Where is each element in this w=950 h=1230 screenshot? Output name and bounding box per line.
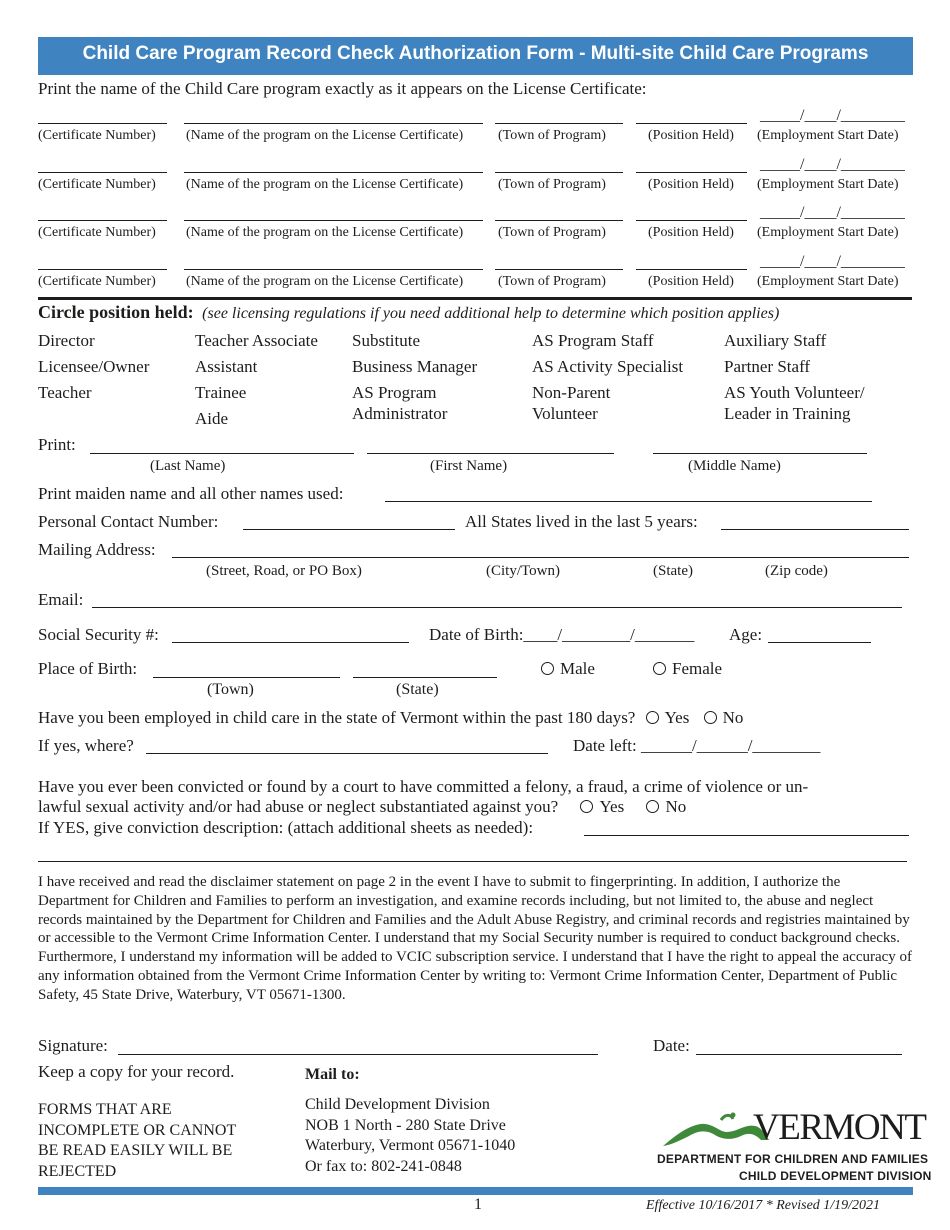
- age-field[interactable]: [768, 642, 871, 643]
- conviction-no-option[interactable]: [646, 797, 686, 816]
- position-field[interactable]: [636, 123, 747, 124]
- disclaimer-text: I have received and read the disclaimer statement on page 2 in the event I have to submit to fingerprinting. In addition, I authorize the Department for Children and Families to perform an investigation, and examine records including, but not limited to, the abuse and neglect records maintained by the Department for Children and Families and the Adult Abuse Registry, and criminal records and registries maintained by or accessible to the Vermont Crime Information Center. I understand that my Social Security number is required to conduct background checks. Furthermore, I understand my information will be added to VCIC subscription service. I understand that I have the right to appeal the accuracy of any information obtained from the Vermont Crime Information Center by writing to: Vermont Crime Information Center, Department of Public Safety, 45 State Drive, Waterbury, VT 05671-1300.: [38, 874, 913, 1003]
- no-label: No: [722, 708, 744, 727]
- positions-heading-row: [38, 302, 779, 323]
- pob-town-caption: (Town): [207, 681, 254, 698]
- footer-bar: [38, 1187, 913, 1195]
- position-option[interactable]: Licensee/Owner: [38, 357, 150, 376]
- conviction-description-field-2[interactable]: [38, 861, 907, 862]
- position-option-line: Leader in Training: [724, 404, 851, 423]
- positions-col-3: [352, 328, 477, 424]
- start-caption: (Employment Start Date): [757, 273, 899, 289]
- positions-col-5: [724, 328, 865, 424]
- position-option[interactable]: Aide: [195, 409, 229, 428]
- states-field[interactable]: [721, 529, 909, 530]
- dob-field[interactable]: Date of Birth:____/________/_______: [429, 625, 695, 644]
- name-caption: (Name of the program on the License Certificate): [186, 273, 464, 289]
- employment-start-date-field[interactable]: _____/____/________: [760, 252, 905, 270]
- male-option[interactable]: [541, 659, 595, 679]
- radio-icon[interactable]: [646, 800, 659, 813]
- signature-label: Signature:: [38, 1036, 108, 1055]
- conviction-line-3: If YES, give conviction description: (attach additional sheets as needed):: [38, 818, 534, 837]
- position-option-line: Non-Parent: [532, 383, 611, 402]
- position-option[interactable]: Trainee: [195, 383, 247, 402]
- start-caption: (Employment Start Date): [757, 225, 899, 240]
- warning-line: FORMS THAT ARE: [38, 1101, 172, 1118]
- name-field[interactable]: [184, 269, 483, 270]
- state-caption: (State): [653, 563, 693, 579]
- town-field[interactable]: [495, 220, 623, 221]
- start-caption: (Employment Start Date): [757, 128, 899, 143]
- yes-label: Yes: [664, 708, 690, 727]
- warning-line: REJECTED: [38, 1162, 117, 1180]
- vermont-wordmark: VERMONT: [753, 1107, 926, 1148]
- first-name-field[interactable]: [367, 453, 614, 454]
- employment-yes-option[interactable]: [646, 708, 690, 727]
- conviction-description-field[interactable]: [584, 835, 909, 836]
- town-caption: (Town of Program): [498, 176, 606, 192]
- mailing-label: Mailing Address:: [38, 540, 156, 559]
- address-line: NOB 1 North - 280 State Drive: [305, 1116, 506, 1134]
- position-option-line: AS Program: [352, 383, 437, 402]
- address-line: Or fax to: 802-241-0848: [305, 1157, 462, 1175]
- form-title: Child Care Program Record Check Authorization Form - Multi-site Child Care Programs: [38, 37, 913, 75]
- effective-date: Effective 10/16/2017 * Revised 1/19/2021: [646, 1198, 881, 1213]
- signature-field[interactable]: [118, 1054, 598, 1055]
- date-label: Date:: [653, 1036, 690, 1055]
- maiden-name-field[interactable]: [385, 501, 872, 502]
- pob-town-field[interactable]: [153, 677, 340, 678]
- male-label: Male: [560, 659, 595, 678]
- cert-caption: (Certificate Number): [38, 273, 156, 289]
- position-option-line: AS Youth Volunteer/: [724, 383, 865, 402]
- position-option[interactable]: [724, 382, 865, 424]
- female-label: Female: [672, 659, 723, 678]
- town-caption: (Town of Program): [498, 273, 606, 289]
- no-label: No: [665, 797, 687, 816]
- zip-caption: (Zip code): [765, 563, 828, 579]
- cert-field[interactable]: [38, 123, 167, 124]
- position-option[interactable]: [532, 382, 683, 424]
- position-option[interactable]: Substitute: [352, 331, 421, 350]
- name-caption: (Name of the program on the License Certificate): [186, 128, 464, 143]
- warning-line: BE READ EASILY WILL BE: [38, 1142, 233, 1159]
- date-field[interactable]: [696, 1054, 902, 1055]
- email-field[interactable]: [92, 607, 902, 608]
- conviction-yes-option[interactable]: [580, 797, 624, 816]
- conviction-line-1: Have you ever been convicted or found by a court to have committed a felony, a fraud, a crime of violence or un-: [38, 777, 809, 796]
- radio-icon[interactable]: [580, 800, 593, 813]
- start-caption: (Employment Start Date): [757, 176, 899, 192]
- cert-caption: (Certificate Number): [38, 225, 156, 240]
- incomplete-warning: [38, 1100, 236, 1182]
- section-divider: [38, 297, 912, 300]
- name-caption: (Name of the program on the License Certificate): [186, 225, 464, 240]
- position-field[interactable]: [636, 172, 747, 173]
- states-label: All States lived in the last 5 years:: [465, 512, 698, 531]
- position-caption: (Position Held): [648, 128, 734, 143]
- intro-text: Print the name of the Child Care program exactly as it appears on the License Certificate:: [38, 79, 647, 98]
- positions-col-4: [532, 328, 683, 424]
- mail-to-heading: Mail to:: [305, 1066, 360, 1083]
- position-option[interactable]: Business Manager: [352, 357, 478, 376]
- town-field[interactable]: [495, 123, 623, 124]
- positions-heading: Circle position held:: [38, 302, 194, 322]
- print-label: Print:: [38, 435, 76, 454]
- position-option[interactable]: Teacher Associate: [195, 331, 318, 350]
- vermont-dcf-logo: [655, 1107, 932, 1186]
- positions-note: (see licensing regulations if you need additional help to determine which position applies): [202, 305, 780, 322]
- yes-label: Yes: [599, 797, 625, 816]
- position-option[interactable]: Assistant: [195, 357, 258, 376]
- address-line: Child Development Division: [305, 1096, 490, 1113]
- female-option[interactable]: [653, 659, 722, 679]
- date-left-field[interactable]: Date left: ______/______/________: [573, 736, 821, 755]
- middle-name-caption: (Middle Name): [688, 458, 781, 474]
- employment-start-date-field[interactable]: _____/____/________: [760, 155, 905, 173]
- keep-copy-text: Keep a copy for your record.: [38, 1062, 235, 1081]
- ssn-label: Social Security #:: [38, 625, 159, 644]
- position-field[interactable]: [636, 269, 747, 270]
- employment-start-date-field[interactable]: _____/____/________: [760, 204, 905, 221]
- name-field[interactable]: [184, 123, 483, 124]
- name-field[interactable]: [184, 220, 483, 221]
- phone-label: Personal Contact Number:: [38, 512, 219, 531]
- position-option[interactable]: Teacher: [38, 383, 92, 402]
- position-field[interactable]: [636, 220, 747, 221]
- cert-caption: (Certificate Number): [38, 128, 156, 143]
- last-name-caption: (Last Name): [150, 458, 226, 474]
- employment-no-option[interactable]: [704, 708, 744, 727]
- position-option[interactable]: AS Program Staff: [532, 331, 654, 350]
- position-caption: (Position Held): [648, 273, 734, 289]
- logo-department: DEPARTMENT FOR CHILDREN AND FAMILIES: [657, 1152, 929, 1166]
- positions-col-2: [195, 328, 318, 432]
- last-name-field[interactable]: [90, 453, 354, 454]
- position-caption: (Position Held): [648, 176, 734, 192]
- pob-state-caption: (State): [396, 681, 439, 698]
- conviction-line-2: lawful sexual activity and/or had abuse or neglect substantiated against you?: [38, 797, 559, 816]
- conviction-row: [38, 797, 686, 817]
- email-label: Email:: [38, 590, 84, 609]
- first-name-caption: (First Name): [430, 458, 508, 474]
- town-field[interactable]: [495, 172, 623, 173]
- position-option[interactable]: AS Activity Specialist: [532, 357, 684, 376]
- maiden-name-label: Print maiden name and all other names used:: [38, 484, 344, 503]
- employment-row: [38, 708, 743, 728]
- cert-field[interactable]: [38, 172, 167, 173]
- name-field[interactable]: [184, 172, 483, 173]
- pob-label: Place of Birth:: [38, 659, 138, 678]
- cert-field[interactable]: [38, 220, 167, 221]
- warning-line: INCOMPLETE OR CANNOT: [38, 1121, 237, 1139]
- position-option[interactable]: Director: [38, 331, 95, 350]
- page-number: 1: [474, 1196, 482, 1213]
- town-field[interactable]: [495, 269, 623, 270]
- radio-icon[interactable]: [646, 711, 659, 724]
- position-option-line: Administrator: [352, 404, 448, 423]
- positions-col-1: [38, 328, 149, 406]
- where-label: If yes, where?: [38, 736, 134, 755]
- position-caption: (Position Held): [648, 225, 734, 240]
- radio-icon[interactable]: [653, 662, 666, 675]
- employment-start-date-field[interactable]: _____/____/________: [760, 107, 905, 124]
- city-caption: (City/Town): [486, 563, 560, 579]
- mailing-field[interactable]: [172, 557, 909, 558]
- address-line: Waterbury, Vermont 05671-1040: [305, 1137, 516, 1154]
- position-option-line: Volunteer: [532, 404, 598, 423]
- middle-name-field[interactable]: [653, 453, 867, 454]
- employment-question: Have you been employed in child care in the state of Vermont within the past 180 days?: [38, 708, 636, 727]
- street-caption: (Street, Road, or PO Box): [206, 563, 362, 579]
- town-caption: (Town of Program): [498, 128, 606, 143]
- radio-icon[interactable]: [541, 662, 554, 675]
- phone-field[interactable]: [243, 529, 455, 530]
- mailing-address-block: [305, 1095, 515, 1177]
- logo-division: CHILD DEVELOPMENT DIVISION: [739, 1169, 932, 1183]
- position-option[interactable]: Auxiliary Staff: [724, 331, 827, 350]
- position-option[interactable]: Partner Staff: [724, 357, 811, 376]
- position-option[interactable]: [352, 382, 477, 424]
- name-caption: (Name of the program on the License Certificate): [186, 176, 464, 192]
- radio-icon[interactable]: [704, 711, 717, 724]
- cert-field[interactable]: [38, 269, 167, 270]
- ssn-field[interactable]: [172, 642, 409, 643]
- age-label: Age:: [729, 625, 763, 644]
- cert-caption: (Certificate Number): [38, 176, 156, 192]
- where-field[interactable]: [146, 753, 548, 754]
- town-caption: (Town of Program): [498, 225, 606, 240]
- pob-state-field[interactable]: [353, 677, 497, 678]
